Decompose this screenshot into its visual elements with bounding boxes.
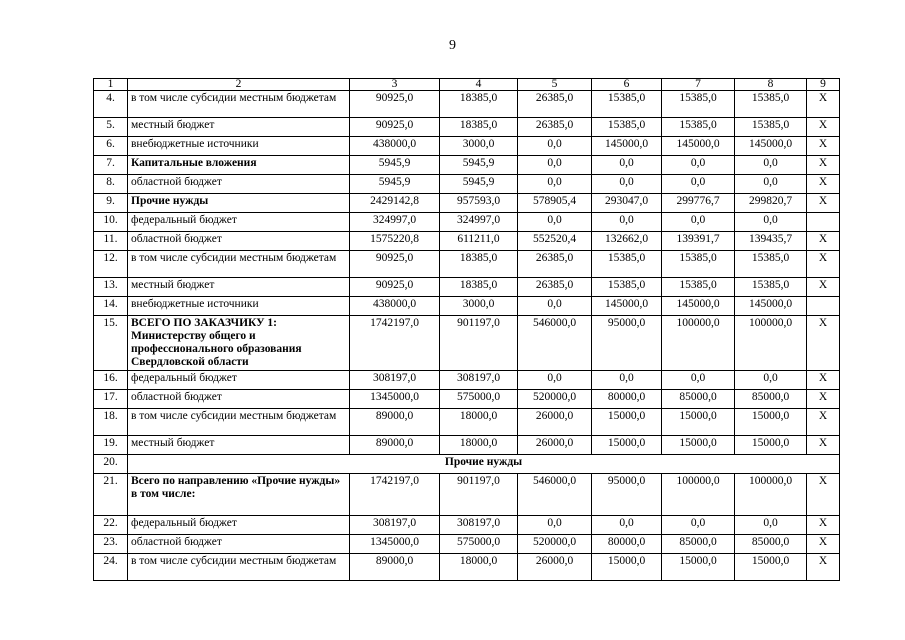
value-cell: 901197,0 (440, 474, 518, 516)
value-cell: 0,0 (662, 213, 735, 232)
row-label: областной бюджет (128, 535, 350, 554)
value-cell: 324997,0 (440, 213, 518, 232)
row-number: 15. (94, 316, 128, 371)
mark-cell: Х (807, 474, 840, 516)
value-cell: 1345000,0 (350, 535, 440, 554)
value-cell: 15385,0 (662, 251, 735, 278)
value-cell: 85000,0 (735, 535, 807, 554)
value-cell: 15000,0 (592, 554, 662, 581)
value-cell: 0,0 (592, 156, 662, 175)
value-cell: 15000,0 (735, 409, 807, 436)
row-number: 10. (94, 213, 128, 232)
mark-cell: Х (807, 436, 840, 455)
value-cell: 3000,0 (440, 297, 518, 316)
header-cell: 7 (662, 79, 735, 91)
value-cell: 26385,0 (518, 251, 592, 278)
mark-cell: Х (807, 316, 840, 371)
section-heading: Прочие нужды (128, 455, 840, 474)
row-label: областной бюджет (128, 390, 350, 409)
header-cell: 6 (592, 79, 662, 91)
mark-cell: Х (807, 554, 840, 581)
value-cell: 15000,0 (662, 409, 735, 436)
header-cell: 1 (94, 79, 128, 91)
mark-cell: Х (807, 91, 840, 118)
mark-cell: Х (807, 516, 840, 535)
value-cell: 15385,0 (662, 91, 735, 118)
mark-cell: Х (807, 156, 840, 175)
header-cell: 4 (440, 79, 518, 91)
table-row (94, 91, 840, 118)
value-cell: 5945,9 (440, 175, 518, 194)
table-header-row (94, 79, 840, 91)
value-cell: 90925,0 (350, 278, 440, 297)
value-cell: 15385,0 (592, 251, 662, 278)
value-cell: 90925,0 (350, 118, 440, 137)
value-cell: 18385,0 (440, 278, 518, 297)
mark-cell (807, 297, 840, 316)
table-row (94, 455, 840, 474)
value-cell: 299820,7 (735, 194, 807, 213)
value-cell: 15385,0 (735, 118, 807, 137)
value-cell: 15385,0 (592, 118, 662, 137)
value-cell: 957593,0 (440, 194, 518, 213)
value-cell: 0,0 (518, 156, 592, 175)
table-row (94, 194, 840, 213)
row-label: ВСЕГО ПО ЗАКАЗЧИКУ 1: Министерству общего и профессионального образования Свердловской области (128, 316, 350, 371)
row-number: 11. (94, 232, 128, 251)
value-cell: 0,0 (518, 137, 592, 156)
table-row (94, 516, 840, 535)
page-number: 9 (449, 38, 456, 53)
mark-cell: Х (807, 535, 840, 554)
value-cell: 18000,0 (440, 436, 518, 455)
value-cell: 0,0 (592, 516, 662, 535)
row-number: 9. (94, 194, 128, 213)
value-cell: 18000,0 (440, 409, 518, 436)
row-label: областной бюджет (128, 232, 350, 251)
header-cell: 3 (350, 79, 440, 91)
table-row (94, 118, 840, 137)
value-cell: 438000,0 (350, 137, 440, 156)
row-label: федеральный бюджет (128, 213, 350, 232)
value-cell: 18385,0 (440, 118, 518, 137)
value-cell: 578905,4 (518, 194, 592, 213)
value-cell: 0,0 (592, 371, 662, 390)
value-cell: 26385,0 (518, 91, 592, 118)
row-number: 21. (94, 474, 128, 516)
row-label: внебюджетные источники (128, 137, 350, 156)
mark-cell: Х (807, 232, 840, 251)
table-row (94, 232, 840, 251)
value-cell: 3000,0 (440, 137, 518, 156)
value-cell: 89000,0 (350, 554, 440, 581)
value-cell: 145000,0 (735, 297, 807, 316)
row-label: местный бюджет (128, 278, 350, 297)
header-cell: 5 (518, 79, 592, 91)
value-cell: 575000,0 (440, 535, 518, 554)
value-cell: 89000,0 (350, 409, 440, 436)
value-cell: 90925,0 (350, 91, 440, 118)
value-cell: 0,0 (518, 371, 592, 390)
row-number: 20. (94, 455, 128, 474)
mark-cell: Х (807, 251, 840, 278)
value-cell: 1742197,0 (350, 474, 440, 516)
value-cell: 89000,0 (350, 436, 440, 455)
value-cell: 85000,0 (662, 390, 735, 409)
value-cell: 15000,0 (735, 554, 807, 581)
mark-cell: Х (807, 371, 840, 390)
table-row (94, 554, 840, 581)
value-cell: 26000,0 (518, 436, 592, 455)
row-label: в том числе субсидии местным бюджетам (128, 554, 350, 581)
table-row (94, 175, 840, 194)
row-label: местный бюджет (128, 436, 350, 455)
header-cell: 2 (128, 79, 350, 91)
value-cell: 575000,0 (440, 390, 518, 409)
row-number: 4. (94, 91, 128, 118)
value-cell: 139435,7 (735, 232, 807, 251)
value-cell: 611211,0 (440, 232, 518, 251)
row-number: 14. (94, 297, 128, 316)
header-cell: 8 (735, 79, 807, 91)
value-cell: 85000,0 (735, 390, 807, 409)
value-cell: 15385,0 (735, 278, 807, 297)
table-row (94, 390, 840, 409)
row-label: в том числе субсидии местным бюджетам (128, 409, 350, 436)
value-cell: 293047,0 (592, 194, 662, 213)
value-cell: 1345000,0 (350, 390, 440, 409)
row-number: 7. (94, 156, 128, 175)
row-number: 22. (94, 516, 128, 535)
value-cell: 15000,0 (592, 409, 662, 436)
value-cell: 546000,0 (518, 316, 592, 371)
table-row (94, 297, 840, 316)
value-cell: 100000,0 (735, 474, 807, 516)
row-label: Прочие нужды (128, 194, 350, 213)
value-cell: 26000,0 (518, 554, 592, 581)
mark-cell: Х (807, 409, 840, 436)
value-cell: 1575220,8 (350, 232, 440, 251)
value-cell: 145000,0 (592, 297, 662, 316)
value-cell: 15385,0 (735, 91, 807, 118)
row-number: 16. (94, 371, 128, 390)
value-cell: 18385,0 (440, 251, 518, 278)
value-cell: 438000,0 (350, 297, 440, 316)
value-cell: 15000,0 (662, 554, 735, 581)
table-row (94, 278, 840, 297)
table-row (94, 213, 840, 232)
table-row (94, 156, 840, 175)
value-cell: 5945,9 (350, 175, 440, 194)
mark-cell: Х (807, 390, 840, 409)
row-number: 6. (94, 137, 128, 156)
row-number: 8. (94, 175, 128, 194)
value-cell: 145000,0 (735, 137, 807, 156)
value-cell: 15385,0 (662, 118, 735, 137)
value-cell: 145000,0 (662, 137, 735, 156)
value-cell: 0,0 (518, 175, 592, 194)
table-row (94, 371, 840, 390)
value-cell: 0,0 (662, 516, 735, 535)
value-cell: 0,0 (735, 213, 807, 232)
value-cell: 15385,0 (592, 91, 662, 118)
row-label: Капитальные вложения (128, 156, 350, 175)
value-cell: 95000,0 (592, 474, 662, 516)
value-cell: 15385,0 (662, 278, 735, 297)
value-cell: 5945,9 (350, 156, 440, 175)
row-label: областной бюджет (128, 175, 350, 194)
value-cell: 26385,0 (518, 118, 592, 137)
value-cell: 90925,0 (350, 251, 440, 278)
value-cell: 145000,0 (662, 297, 735, 316)
row-number: 23. (94, 535, 128, 554)
value-cell: 85000,0 (662, 535, 735, 554)
value-cell: 18385,0 (440, 91, 518, 118)
value-cell: 308197,0 (440, 516, 518, 535)
mark-cell: Х (807, 278, 840, 297)
value-cell: 0,0 (662, 371, 735, 390)
row-label: внебюджетные источники (128, 297, 350, 316)
row-label: в том числе субсидии местным бюджетам (128, 251, 350, 278)
value-cell: 520000,0 (518, 535, 592, 554)
value-cell: 299776,7 (662, 194, 735, 213)
row-label: в том числе субсидии местным бюджетам (128, 91, 350, 118)
row-number: 18. (94, 409, 128, 436)
row-label: федеральный бюджет (128, 371, 350, 390)
value-cell: 15385,0 (735, 251, 807, 278)
value-cell: 15385,0 (592, 278, 662, 297)
budget-table (93, 78, 840, 581)
row-label: Всего по направлению «Прочие нужды» в том числе: (128, 474, 350, 516)
value-cell: 0,0 (735, 516, 807, 535)
mark-cell: Х (807, 194, 840, 213)
value-cell: 15000,0 (735, 436, 807, 455)
mark-cell: Х (807, 137, 840, 156)
row-number: 24. (94, 554, 128, 581)
value-cell: 308197,0 (440, 371, 518, 390)
value-cell: 0,0 (662, 156, 735, 175)
value-cell: 324997,0 (350, 213, 440, 232)
value-cell: 0,0 (518, 297, 592, 316)
header-cell: 9 (807, 79, 840, 91)
row-number: 5. (94, 118, 128, 137)
value-cell: 80000,0 (592, 390, 662, 409)
table-row (94, 316, 840, 371)
row-label: местный бюджет (128, 118, 350, 137)
value-cell: 0,0 (662, 175, 735, 194)
row-number: 19. (94, 436, 128, 455)
value-cell: 15000,0 (662, 436, 735, 455)
value-cell: 308197,0 (350, 516, 440, 535)
value-cell: 95000,0 (592, 316, 662, 371)
mark-cell: Х (807, 175, 840, 194)
value-cell: 520000,0 (518, 390, 592, 409)
value-cell: 2429142,8 (350, 194, 440, 213)
value-cell: 0,0 (735, 156, 807, 175)
value-cell: 0,0 (518, 516, 592, 535)
value-cell: 100000,0 (662, 316, 735, 371)
value-cell: 5945,9 (440, 156, 518, 175)
value-cell: 0,0 (592, 213, 662, 232)
value-cell: 132662,0 (592, 232, 662, 251)
value-cell: 18000,0 (440, 554, 518, 581)
value-cell: 308197,0 (350, 371, 440, 390)
table-row (94, 251, 840, 278)
value-cell: 901197,0 (440, 316, 518, 371)
row-number: 17. (94, 390, 128, 409)
value-cell: 0,0 (592, 175, 662, 194)
row-number: 12. (94, 251, 128, 278)
value-cell: 139391,7 (662, 232, 735, 251)
value-cell: 0,0 (735, 371, 807, 390)
table-row (94, 474, 840, 516)
mark-cell (807, 213, 840, 232)
value-cell: 100000,0 (735, 316, 807, 371)
value-cell: 552520,4 (518, 232, 592, 251)
value-cell: 26385,0 (518, 278, 592, 297)
value-cell: 80000,0 (592, 535, 662, 554)
value-cell: 15000,0 (592, 436, 662, 455)
table-row (94, 137, 840, 156)
table-row (94, 409, 840, 436)
mark-cell: Х (807, 118, 840, 137)
value-cell: 546000,0 (518, 474, 592, 516)
value-cell: 100000,0 (662, 474, 735, 516)
row-number: 13. (94, 278, 128, 297)
value-cell: 1742197,0 (350, 316, 440, 371)
value-cell: 0,0 (735, 175, 807, 194)
value-cell: 145000,0 (592, 137, 662, 156)
value-cell: 0,0 (518, 213, 592, 232)
table-row (94, 535, 840, 554)
value-cell: 26000,0 (518, 409, 592, 436)
row-label: федеральный бюджет (128, 516, 350, 535)
table-row (94, 436, 840, 455)
